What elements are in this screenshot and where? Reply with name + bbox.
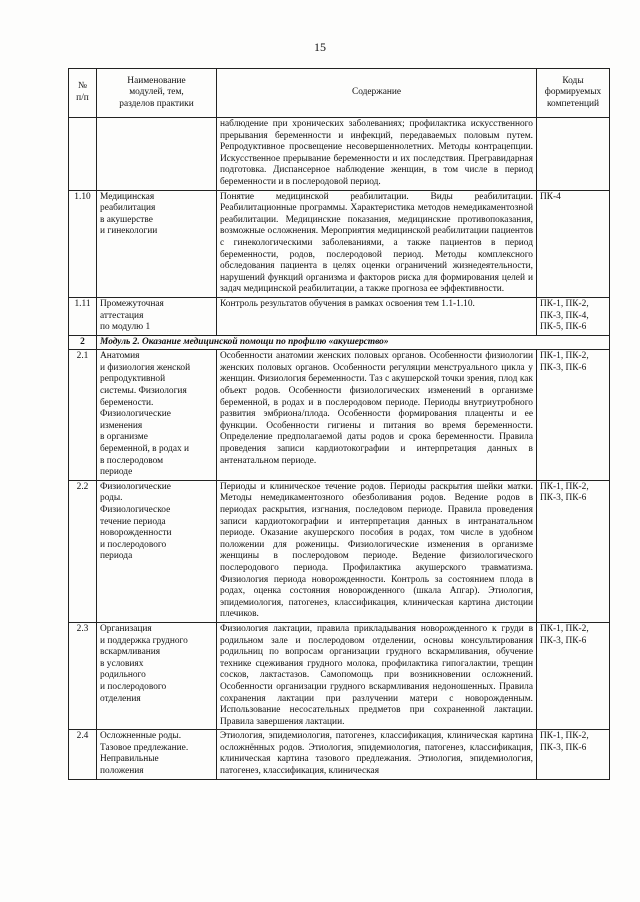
row-content: Понятие медицинской реабилитации. Виды реабилитации. Реабилитационные программы. Характеристика методов немедикаментозной реабилитации. Медицинские показания, медицинские противопоказания, возможные осложнения. Мероприятия медицинской реабилитации пациентов с гинекологическими заболеваниями, а также пациентов в период беременности, родов, послеродовой период. Методы комплексного обследования пациента в целях оценки ограничений жизнедеятельности, нарушений функций организма и факторов риска для формирования целей и задач медицинской реабилитации, а также прогноза ее эффективности. [217, 190, 537, 297]
row-name: Промежуточная аттестация по модулю 1 [97, 297, 217, 335]
row-content: Периоды и клиническое течение родов. Периоды раскрытия шейки матки. Методы немедикаментозного обезболивания родов. Ведение родов в периодах раскрытия, изгнания, последовом периоде. Правила проведения записи кардиотокографии и интерпретация данных в интранатальном периоде. Оказание акушерского пособия в родах, том числе в удобном положении для роженицы. Физиологические изменения в организме женщины в послеродовом периоде. Ведение физиологического послеродового периода. Профилактика акушерского травматизма. Физиология периода новорожденности. Контроль за состоянием плода в родах, оценка состояния новорожденного (шкала Апгар). Этиология, эпидемиология, патогенез, классификация, клиническая картина дистоции плечиков. [217, 480, 537, 622]
table-row [69, 730, 610, 779]
row-content: Особенности анатомии женских половых органов. Особенности физиологии женских половых органов. Особенности регуляции менструального цикла у женщин. Физиология беременности. Таз с акушерской точки зрения, плод как объект родов. Особенности физиологических изменений в организме беременной, в родах и в послеродовом периоде. Периоды внутриутробного развития эмбриона/плода. Особенности формирования плаценты и ее функции. Особенности гигиены и питания во время беременности. Определение предполагаемой даты родов и срока беременности. Правила проведения записи кардиотокографии и интерпретация данных в антенатальном периоде. [217, 350, 537, 481]
row-content: Этиология, эпидемиология, патогенез, классификация, клиническая картина осложнённых родов. Этиология, эпидемиология, патогенез, классификация, клиническая картина тазового предлежания. Этиология, эпидемиология, патогенез, классификация, клиническая [217, 730, 537, 779]
curriculum-table [68, 68, 610, 780]
row-codes: ПК-1, ПК-2, ПК-3, ПК-6 [537, 622, 610, 729]
row-name: Медицинская реабилитация в акушерстве и гинекологии [97, 190, 217, 297]
row-name: Организация и поддержка грудного вскармливания в условиях родильного и послеродового отделения [97, 622, 217, 729]
module-header-row [69, 335, 610, 350]
table-row [69, 297, 610, 335]
module-title: Модуль 2. Оказание медицинской помощи по профилю «акушерство» [97, 335, 610, 350]
row-num: 2.2 [69, 480, 97, 622]
header-num: № п/п [69, 69, 97, 118]
row-num: 1.11 [69, 297, 97, 335]
row-name: Анатомия и физиология женской репродуктивной системы. Физиология беремености. Физиологические изменения в организме беременной, в родах и в послеродовом периоде [97, 350, 217, 481]
row-content: наблюдение при хронических заболеваниях; профилактика искусственного прерывания беременности и инфекций, передаваемых половым путем. Репродуктивное просвещение несовершеннолетних. Методы контрацепции. Искусственное прерывание беременности и их последствия. Прегравидарная подготовка. Диспансерное наблюдение женщин, в том числе в период беременности и в послеродовой период. [217, 118, 537, 191]
row-num: 2.4 [69, 730, 97, 779]
module-num: 2 [69, 335, 97, 350]
header-codes: Коды формируемых компетенций [537, 69, 610, 118]
row-name: Осложненные роды. Тазовое предлежание. Неправильные положения [97, 730, 217, 779]
table-row [69, 190, 610, 297]
row-codes: ПК-1, ПК-2, ПК-3, ПК-6 [537, 480, 610, 622]
header-name: Наименование модулей, тем, разделов практики [97, 69, 217, 118]
row-content: Контроль результатов обучения в рамках освоения тем 1.1-1.10. [217, 297, 537, 335]
row-num: 1.10 [69, 190, 97, 297]
header-content: Содержание [217, 69, 537, 118]
table-row [69, 350, 610, 481]
table-row [69, 118, 610, 191]
page-number: 15 [314, 40, 326, 54]
row-codes: ПК-1, ПК-2, ПК-3, ПК-4, ПК-5, ПК-6 [537, 297, 610, 335]
table-header-row [69, 69, 610, 118]
row-codes: ПК-1, ПК-2, ПК-3, ПК-6 [537, 350, 610, 481]
row-num: 2.1 [69, 350, 97, 481]
row-codes: ПК-4 [537, 190, 610, 297]
row-name: Физиологические роды. Физиологическое течение периода новорожденности и послеродового периода [97, 480, 217, 622]
row-num: 2.3 [69, 622, 97, 729]
row-content: Физиология лактации, правила прикладывания новорожденного к груди в родильном зале и послеродовом отделении, основы консультирования родильниц по вопросам организации грудного вскармливания, обучение технике сцеживания грудного молока, профилактика гипогалактии, трещин сосков, лактастазов. Самопомощь при возникновении осложнений. Особенности организации грудного вскармливания недоношенных. Правила сохранения лактации при разлучении матери с новорожденным. Использование несосательных предметов при сохраненной лактации. Правила завершения лактации. [217, 622, 537, 729]
table-row [69, 480, 610, 622]
row-codes: ПК-1, ПК-2, ПК-3, ПК-6 [537, 730, 610, 779]
table-row [69, 622, 610, 729]
